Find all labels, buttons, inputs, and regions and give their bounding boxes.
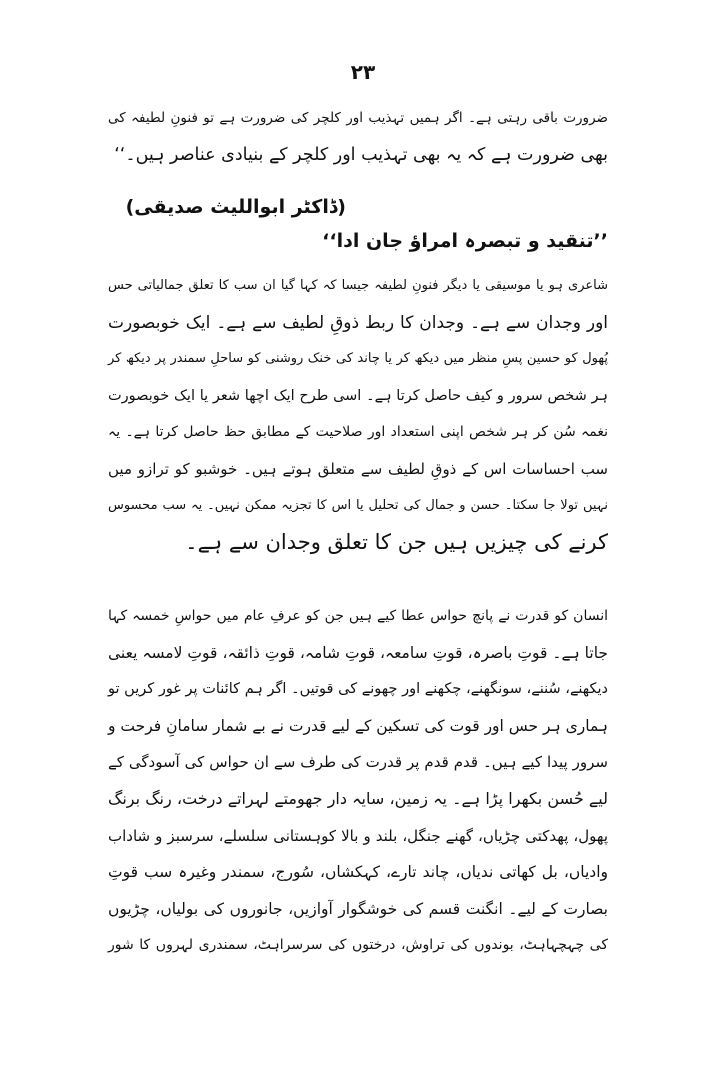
paragraph-2 — [108, 598, 608, 964]
quote-continuation — [108, 100, 608, 173]
text-line: پُھول کو حسین پسِ منظر میں دیکھ کر یا چاند کی خنک روشنی کو ساحلِ سمندر پر دیکھ کر — [108, 351, 608, 367]
text-line: دیکھنے، سُننے، سونگھنے، چکھنے اور چھونے کی قوتیں۔ اگر ہم کائنات پر غور کریں تو — [108, 681, 608, 698]
text-line: ہماری ہر حس اور قوت کی تسکین کے لیے قدرت نے بے شمار سامانِ فرحت و — [108, 716, 608, 735]
text-line: شاعری ہو یا موسیقی یا دیگر فنونِ لطیفہ جیسا کہ کہا گیا ان سب کا تعلق جمالیاتی حس — [108, 278, 608, 293]
text-line: کرنے کی چیزیں ہیں جن کا تعلق وجدان سے ہے۔ — [185, 530, 608, 555]
text-line: لیے حُسن بکھرا پڑا ہے۔ یہ زمین، سایہ دار جھومتے لہراتے درخت، رنگ برنگ — [108, 788, 608, 808]
text-line: وادیاں، بل کھاتی ندیاں، چاند تارے، کہکشاں، سُورج، سمندر وغیرہ سب قوتِ — [108, 863, 608, 882]
text-line: سرور پیدا کیے ہیں۔ قدم قدم پر قدرت کی طرف سے ان حواس کی آسودگی کے — [108, 753, 608, 772]
text-line: اور وجدان سے ہے۔ وجدان کا ربط ذوقِ لطیف سے ہے۔ ایک خوبصورت — [108, 312, 608, 333]
text-line: بصارت کے لیے۔ انگنت قسم کی خوشگوار آوازیں، جانوروں کی بولیاں، چڑیوں — [108, 899, 608, 918]
text-line: نہیں تولا جا سکتا۔ حسن و جمال کی تحلیل یا اس کا تجزیہ ممکن نہیں۔ یہ سب محسوس — [108, 497, 608, 513]
text-line: انسان کو قدرت نے پانچ حواس عطا کیے ہیں جن کو عرفِ عام میں حواسِ خمسہ کہا — [108, 608, 608, 624]
text-line: ہر شخص سرور و کیف حاصل کرتا ہے۔ اسی طرح ایک اچھا شعر یا ایک خوبصورت — [108, 387, 608, 404]
text-line: جاتا ہے۔ قوتِ باصرہ، قوتِ سامعہ، قوتِ شامہ، قوتِ ذائقہ، قوتِ لامسہ یعنی — [108, 643, 608, 662]
section-heading: ’’تنقید و تبصرہ امراؤ جان ادا‘‘ — [322, 230, 608, 252]
text-line: ضرورت باقی رہتی ہے۔ اگر ہمیں تہذیب اور کلچر کی ضرورت ہے تو فنونِ لطیفہ کی — [108, 110, 608, 126]
page-number: ۲۳ — [350, 60, 376, 84]
quote-attribution: (ڈاکٹر ابواللیث صدیقی) — [125, 196, 346, 218]
text-line: بھی ضرورت ہے کہ یہ بھی تہذیب اور کلچر کے بنیادی عناصر ہیں۔‘‘ — [114, 144, 608, 165]
text-line: کی چہچہاہٹ، بوندوں کی تراوش، درختوں کی سرسراہٹ، سمندری لہروں کا شور — [108, 937, 608, 954]
text-line: نغمہ سُن کر ہر شخص اپنی استعداد اور صلاحیت کے مطابق حظ حاصل کرتا ہے۔ یہ — [108, 424, 608, 441]
paragraph-1 — [108, 268, 608, 561]
text-line: سب احساسات اس کے ذوقِ لطیف سے متعلق ہوتے ہیں۔ خوشبو کو ترازو میں — [108, 459, 608, 478]
text-line: پھول، پھدکتی چڑیاں، گھنے جنگل، بلند و بالا کوہستانی سلسلے، سرسبز و شاداب — [108, 826, 608, 845]
